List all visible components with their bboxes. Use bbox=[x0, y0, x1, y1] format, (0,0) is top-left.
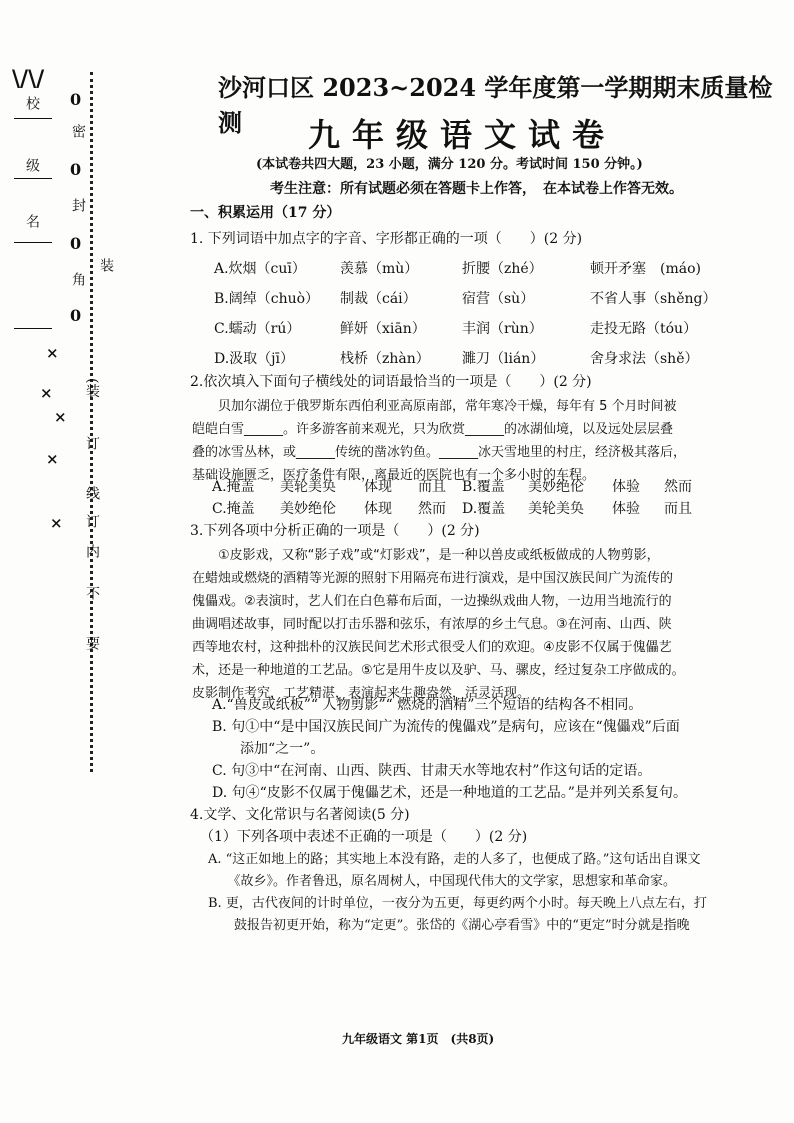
q2-option: 体现 bbox=[364, 479, 392, 495]
exam-info: (本试卷共四大题，23 小题，满分 120 分。考试时间 150 分钟。) bbox=[256, 157, 643, 172]
question-3-stem: 3.下列各项中分析正确的一项是（ ）(2 分) bbox=[190, 523, 480, 539]
divider bbox=[14, 242, 52, 243]
seal-char-jiao: 角 bbox=[70, 272, 86, 286]
q2-option: A.掩盖 bbox=[212, 479, 255, 495]
cross-mark: × bbox=[54, 408, 67, 426]
passage-line: 傀儡戏。②表演时，艺人们在白色幕布后面，一边操纵戏曲人物，一边用当地流行的 bbox=[192, 594, 672, 609]
q3-choice: D. 句④“皮影不仅属于傀儡艺术，还是一种地道的工艺品。”是并列关系复句。 bbox=[212, 785, 687, 801]
binding-note: 要 bbox=[84, 636, 100, 650]
q2-option: 然而 bbox=[418, 501, 446, 517]
passage-line: ①皮影戏，又称“影子戏”或“灯影戏”，是一种以兽皮或纸板做成的人物剪影， bbox=[192, 548, 660, 563]
binding-note: 内 bbox=[84, 544, 100, 558]
passage-line: 皮影制作考究，工艺精湛，表演起来生趣盎然，活灵活现。 bbox=[192, 686, 531, 701]
exam-notice: 考生注意：所有试题必须在答题卡上作答， 在本试卷上作答无效。 bbox=[270, 181, 683, 197]
q3-choice: A.“兽皮或纸板”“ 人物剪影”“ 燃烧的酒精”三个短语的结构各不相同。 bbox=[212, 697, 643, 713]
passage-line: 西等地农村，这种拙朴的汉族民间艺术形式很受人们的欢迎。④皮影不仅属于傀儡艺 bbox=[192, 640, 672, 655]
binding-note: 订 bbox=[84, 436, 100, 450]
school-label: 校 bbox=[24, 96, 40, 110]
binding-dotted-line bbox=[90, 72, 93, 772]
class-label: 级 bbox=[24, 158, 40, 172]
q1-option: B.阔绰（chuò） bbox=[214, 291, 320, 307]
exam-header: 沙河口区 2023~2024 学年度第一学期期末质量检测 bbox=[218, 73, 773, 137]
q1-option: D.汲取（jī） bbox=[214, 351, 294, 367]
q1-option: 羡慕（mù） bbox=[340, 261, 419, 277]
q2-option: 美妙绝伦 bbox=[528, 479, 584, 495]
q2-option: D.覆盖 bbox=[462, 501, 506, 517]
passage-line: 叠的冰雪丛林，或______传统的凿冰钓鱼。______冰天雪地里的村庄，经济极其落后， bbox=[192, 445, 687, 460]
q1-option: 折腰（zhé） bbox=[462, 261, 543, 277]
binding-bracket: \/\/ bbox=[12, 66, 45, 92]
passage-line: 贝加尔湖位于俄罗斯东西伯利亚高原南部，常年寒冷干燥，每年有 5 个月时间被 bbox=[192, 399, 677, 414]
passage-line: 曲调唱述故事，同时配以打击乐器和弦乐，有浓厚的乡土气息。③在河南、山西、陕 bbox=[192, 617, 672, 632]
q2-option: 体验 bbox=[612, 501, 640, 517]
passage-line: 皑皑白雪______。许多游客前来观光，只为欣赏______的冰湖仙境，以及远处层层叠 bbox=[192, 422, 674, 437]
seal-circle: 0 bbox=[70, 234, 82, 253]
q4-choice: B. 更，古代夜间的计时单位，一夜分为五更，每更约两个小时。每天晚上八点左右，打 bbox=[208, 896, 707, 911]
q1-option: 顿开矛塞 (máo) bbox=[590, 261, 701, 277]
q2-option: B.覆盖 bbox=[462, 479, 505, 495]
q2-option: 然而 bbox=[664, 479, 692, 495]
binding-note: 订 bbox=[84, 514, 100, 528]
divider bbox=[14, 328, 52, 329]
page-title: 九年级语文试卷 bbox=[308, 116, 617, 154]
seal-char-mi: 密 bbox=[70, 124, 86, 138]
binding-note: 线 bbox=[84, 486, 100, 500]
q2-option: 体验 bbox=[612, 479, 640, 495]
q2-option: C.掩盖 bbox=[212, 501, 255, 517]
binding-note: 不 bbox=[84, 586, 100, 600]
cross-mark: × bbox=[46, 450, 59, 468]
q3-choice: 添加“之一”。 bbox=[212, 741, 325, 757]
q2-option: 美轮美奂 bbox=[528, 501, 584, 517]
q1-option: 舍身求法（shě） bbox=[590, 351, 699, 367]
q1-option: 不省人事（shěng） bbox=[590, 291, 717, 307]
seal-circle: 0 bbox=[70, 160, 82, 179]
q1-option: C.蠕动（rú） bbox=[214, 321, 301, 337]
q4-choice: 《故乡》。作者鲁迅，原名周树人，中国现代伟大的文学家，思想家和革命家。 bbox=[208, 874, 677, 889]
q1-option: 濉刀（lián） bbox=[462, 351, 545, 367]
q4-choice: 鼓报告初更开始，称为“定更”。张岱的《湖心亭看雪》中的“更定”时分就是指晚 bbox=[208, 918, 690, 933]
cross-mark: × bbox=[40, 384, 53, 402]
q1-option: 丰润（rùn） bbox=[462, 321, 543, 337]
student-info-box bbox=[14, 84, 52, 334]
q2-option: 美妙绝伦 bbox=[280, 501, 336, 517]
passage-line: 术，还是一种地道的工艺品。⑤它是用牛皮以及驴、马、骡皮，经过复杂工序做成的。 bbox=[192, 663, 685, 678]
q1-option: A.炊烟（cuī） bbox=[214, 261, 306, 277]
section-heading: 一、积累运用（17 分） bbox=[190, 205, 341, 221]
question-4-sub: （1）下列各项中表述不正确的一项是（ ）(2 分) bbox=[200, 829, 528, 845]
question-2-stem: 2.依次填入下面句子横线处的词语最恰当的一项是（ ）(2 分) bbox=[190, 374, 592, 390]
q2-option: 而且 bbox=[418, 479, 446, 495]
q1-option: 栈桥（zhàn） bbox=[340, 351, 430, 367]
question-1-stem: 1. 下列词语中加点字的字音、字形都正确的一项（ ）(2 分) bbox=[190, 231, 583, 247]
seal-circle: 0 bbox=[70, 90, 82, 109]
side-mark: 装 bbox=[98, 258, 114, 272]
q2-option: 美轮美奂 bbox=[280, 479, 336, 495]
seal-circle: 0 bbox=[70, 306, 82, 325]
divider bbox=[14, 118, 52, 119]
q2-option: 而且 bbox=[664, 501, 692, 517]
q3-choice: C. 句③中“在河南、山西、陕西、甘肃天水等地农村”作这句话的定语。 bbox=[212, 763, 652, 779]
cross-mark: × bbox=[50, 514, 63, 532]
name-label: 名 bbox=[24, 214, 40, 228]
divider bbox=[14, 178, 52, 179]
seal-char-feng: 封 bbox=[70, 198, 86, 212]
passage-line: 在蜡烛或燃烧的酒精等光源的照射下用隔亮布进行演戏，是中国汉族民间广为流传的 bbox=[192, 571, 674, 586]
q3-choice: B. 句①中“是中国汉族民间广为流传的傀儡戏”是病句，应该在“傀儡戏”后面 bbox=[212, 719, 680, 735]
cross-mark: × bbox=[46, 344, 59, 362]
q2-option: 体现 bbox=[364, 501, 392, 517]
q1-option: 制裁（cái） bbox=[340, 291, 417, 307]
q4-choice: A. “这正如地上的路；其实地上本没有路，走的人多了，也便成了路。”这句话出自课文 bbox=[208, 852, 701, 867]
q1-option: 鲜妍（xiān） bbox=[340, 321, 426, 337]
page-footer: 九年级语文 第1页 (共8页) bbox=[342, 1032, 495, 1046]
question-4-stem: 4.文学、文化常识与名著阅读(5 分) bbox=[190, 807, 410, 823]
passage-line: 基础设施匮乏，医疗条件有限，离最近的医院也有一个多小时的车程。 bbox=[192, 468, 596, 483]
q1-option: 走投无路（tóu） bbox=[590, 321, 698, 337]
q1-option: 宿营（sù） bbox=[462, 291, 535, 307]
binding-note: (装 bbox=[84, 378, 100, 398]
